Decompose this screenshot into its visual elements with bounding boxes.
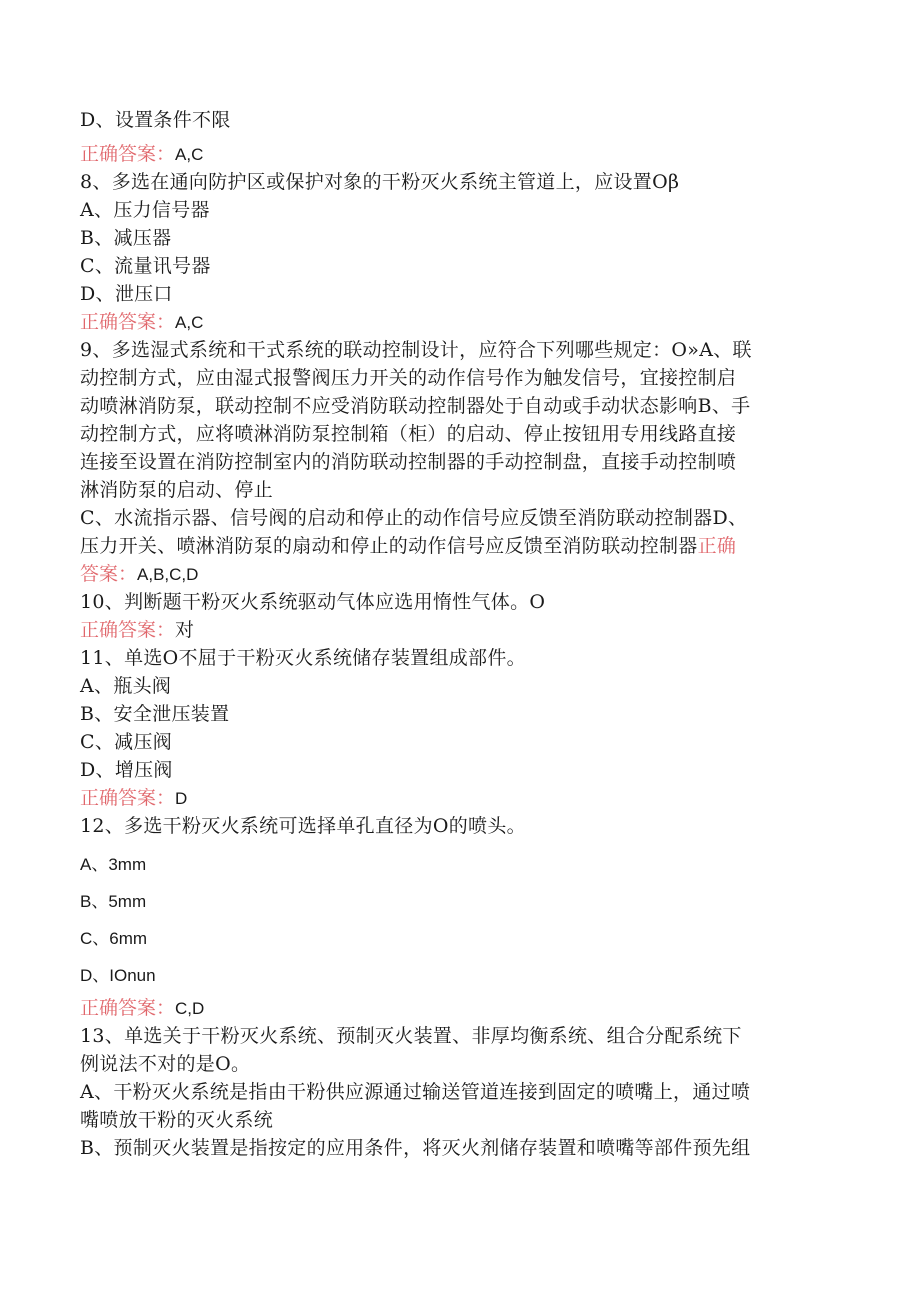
q8-option-a: A、压力信号器 (80, 199, 210, 221)
answer-value: A,B,C,D (137, 565, 199, 584)
q10-stem: 10、判断题干粉灭火系统驱动气体应选用惰性气体。O (80, 591, 546, 613)
q13-option-a-line-1: A、干粉灭火系统是指由干粉供应源通过输送管道连接到固定的喷嘴上，通过喷 (80, 1081, 751, 1103)
q11-option-c: C、减压阀 (80, 731, 173, 753)
q8-option-d: D、泄压口 (80, 283, 173, 305)
answer-label: 正确答案： (80, 997, 176, 1019)
q12-stem: 12、多选干粉灭火系统可选择单孔直径为O的喷头。 (80, 815, 526, 837)
q7-option-d: D、设置条件不限 (80, 109, 231, 131)
q9-line-4: 动控制方式，应将喷淋消防泵控制箱（柜）的启动、停止按钮用专用线路直接 (80, 423, 737, 445)
document-page (80, 106, 840, 1162)
q8-option-b: B、减压器 (80, 227, 172, 249)
q9-answer (80, 560, 840, 588)
q8-option-c: C、流量讯号器 (80, 255, 211, 277)
q12-option-a: A、3mm (80, 855, 147, 874)
q8-stem: 8、多选在通向防护区或保护对象的干粉灭火系统主管道上，应设置Oβ (80, 171, 680, 193)
q9-line-2: 动控制方式，应由湿式报警阀压力开关的动作信号作为触发信号，宜接控制启 (80, 367, 737, 389)
q13-option-b-line-1: B、预制灭火装置是指按定的应用条件，将灭火剂储存装置和喷嘴等部件预先组 (80, 1137, 751, 1159)
answer-label: 正确答案： (80, 619, 176, 641)
q12-option-c: C、6mm (80, 929, 148, 948)
answer-label: 正确答案： (80, 311, 176, 333)
q11-answer (80, 784, 840, 812)
q9-line-7: C、水流指示器、信号阀的启动和停止的动作信号应反馈至消防联动控制器D、 (80, 507, 748, 529)
q12-option-d: D、IOnun (80, 966, 156, 985)
answer-value: A,C (175, 313, 204, 332)
answer-value: D (175, 789, 188, 808)
q11-option-d: D、增压阀 (80, 759, 173, 781)
answer-value: C,D (175, 999, 205, 1018)
q12-option-b: B、5mm (80, 892, 147, 911)
q13-option-a-line-2: 嘴喷放干粉的灭火系统 (80, 1109, 274, 1131)
q12-answer (80, 994, 840, 1022)
answer-label: 正确答案： (80, 143, 176, 165)
q11-stem: 11、单选O不屈于干粉灭火系统储存装置组成部件。 (80, 647, 526, 669)
q11-option-b: B、安全泄压装置 (80, 703, 230, 725)
answer-label: 答案： (80, 563, 138, 585)
q10-answer (80, 616, 840, 644)
answer-value: A,C (175, 145, 204, 164)
q9-line-8-text: 压力开关、喷淋消防泵的扇动和停止的动作信号应反馈至消防联动控制器 (80, 535, 698, 557)
q13-line-2: 例说法不对的是O。 (80, 1053, 251, 1075)
q9-line-6: 淋消防泵的启动、停止 (80, 479, 274, 501)
q9-line-8 (80, 532, 840, 560)
q9-line-3: 动喷淋消防泵，联动控制不应受消防联动控制器处于自动或手动状态影响B、手 (80, 395, 751, 417)
answer-value: 对 (175, 619, 195, 641)
answer-label-start: 正确 (697, 535, 737, 557)
q9-line-5: 连接至设置在消防控制室内的消防联动控制器的手动控制盘，直接手动控制喷 (80, 451, 737, 473)
answer-label: 正确答案： (80, 787, 176, 809)
q11-option-a: A、瓶头阀 (80, 675, 172, 697)
q13-line-1: 13、单选关于干粉灭火系统、预制灭火装置、非厚均衡系统、组合分配系统下 (80, 1025, 742, 1047)
q8-answer (80, 308, 840, 336)
q9-line-1: 9、多选湿式系统和干式系统的联动控制设计，应符合下列哪些规定：O»A、联 (80, 339, 752, 361)
q7-answer (80, 140, 840, 168)
